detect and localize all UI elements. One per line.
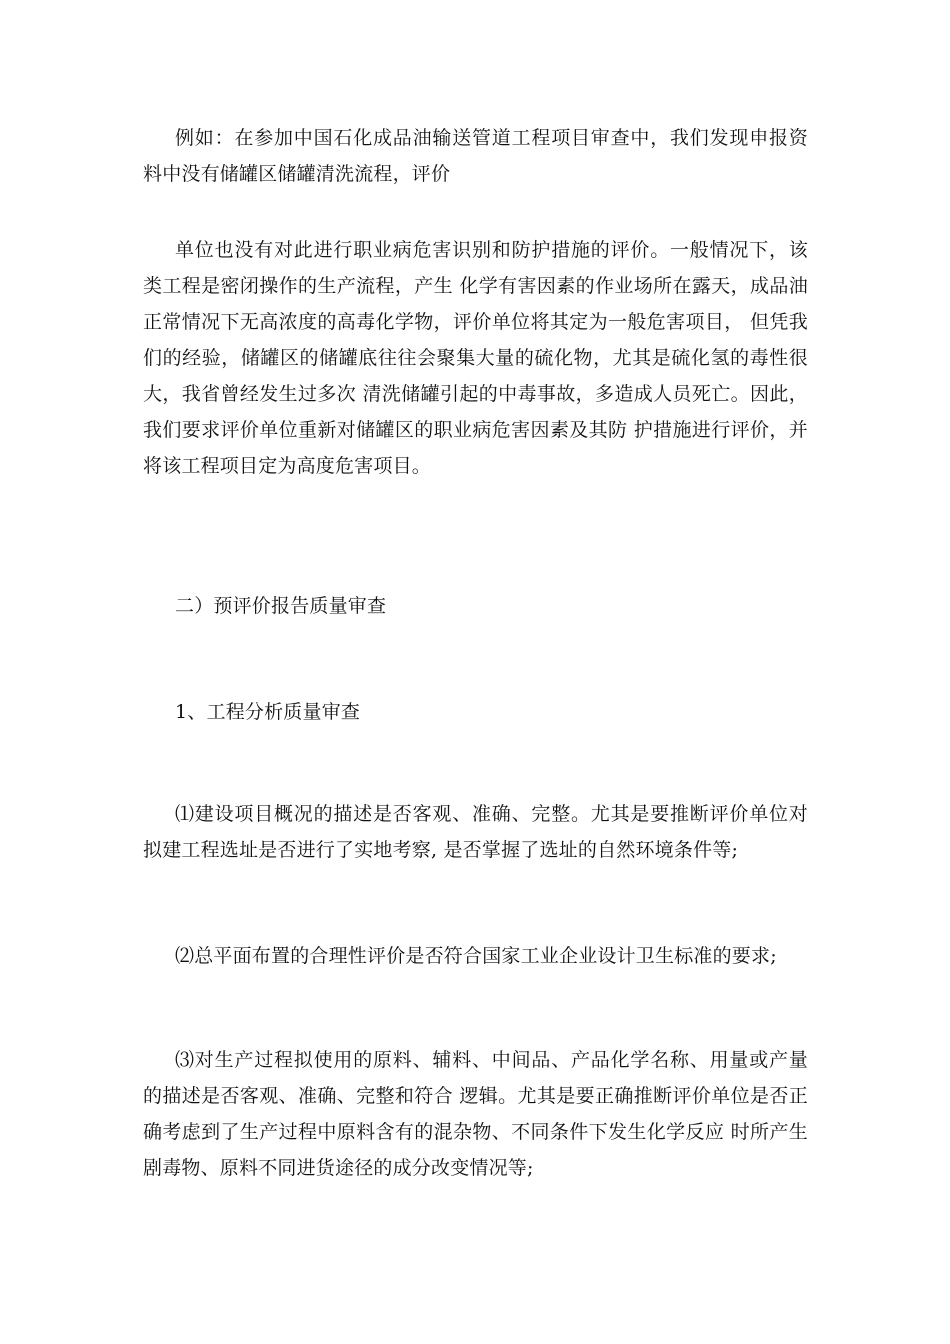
paragraph-example-detail: 单位也没有对此进行职业病危害识别和防护措施的评价。一般情况下，该类工程是密闭操作的生产流程，产生 化学有害因素的作业场所在露天，成品油正常情况下无高浓度的高毒化学物，评价单位将其定为一般危害项目， 但凭我们的经验，储罐区的储罐底往往会聚集大量的硫化物，尤其是硫化氢的毒性很大，我省曾经发生过多次 清洗储罐引起的中毒事故，多造成人员死亡。因此，我们要求评价单位重新对储罐区的职业病危害因素及其防 护措施进行评价，并将该工程项目定为高度危害项目。 xyxy=(143,239,808,477)
paragraph-example-intro: 例如：在参加中国石化成品油输送管道工程项目审查中，我们发现申报资料中没有储罐区储罐清洗流程，评价 xyxy=(143,127,808,185)
section-heading-pre-evaluation: 二）预评价报告质量审查 xyxy=(175,595,387,617)
list-item-general-layout: ⑵总平面布置的合理性评价是否符合国家工业企业设计卫生标准的要求; xyxy=(175,945,777,967)
list-item-materials-description: ⑶对生产过程拟使用的原料、辅料、中间品、产品化学名称、用量或产量的描述是否客观、准确、完整和符合 逻辑。尤其是要正确推断评价单位是否正确考虑到了生产过程中原料含有的混杂物、不同条件下发生化学反应 时所产生剧毒物、原料不同进货途径的成分改变情况等; xyxy=(143,1049,808,1179)
subsection-heading-engineering-analysis: 1、工程分析质量审查 xyxy=(175,701,361,723)
list-item-project-overview: ⑴建设项目概况的描述是否客观、准确、完整。尤其是要推断评价单位对拟建工程选址是否进行了实地考察, 是否掌握了选址的自然环境条件等; xyxy=(143,803,808,861)
